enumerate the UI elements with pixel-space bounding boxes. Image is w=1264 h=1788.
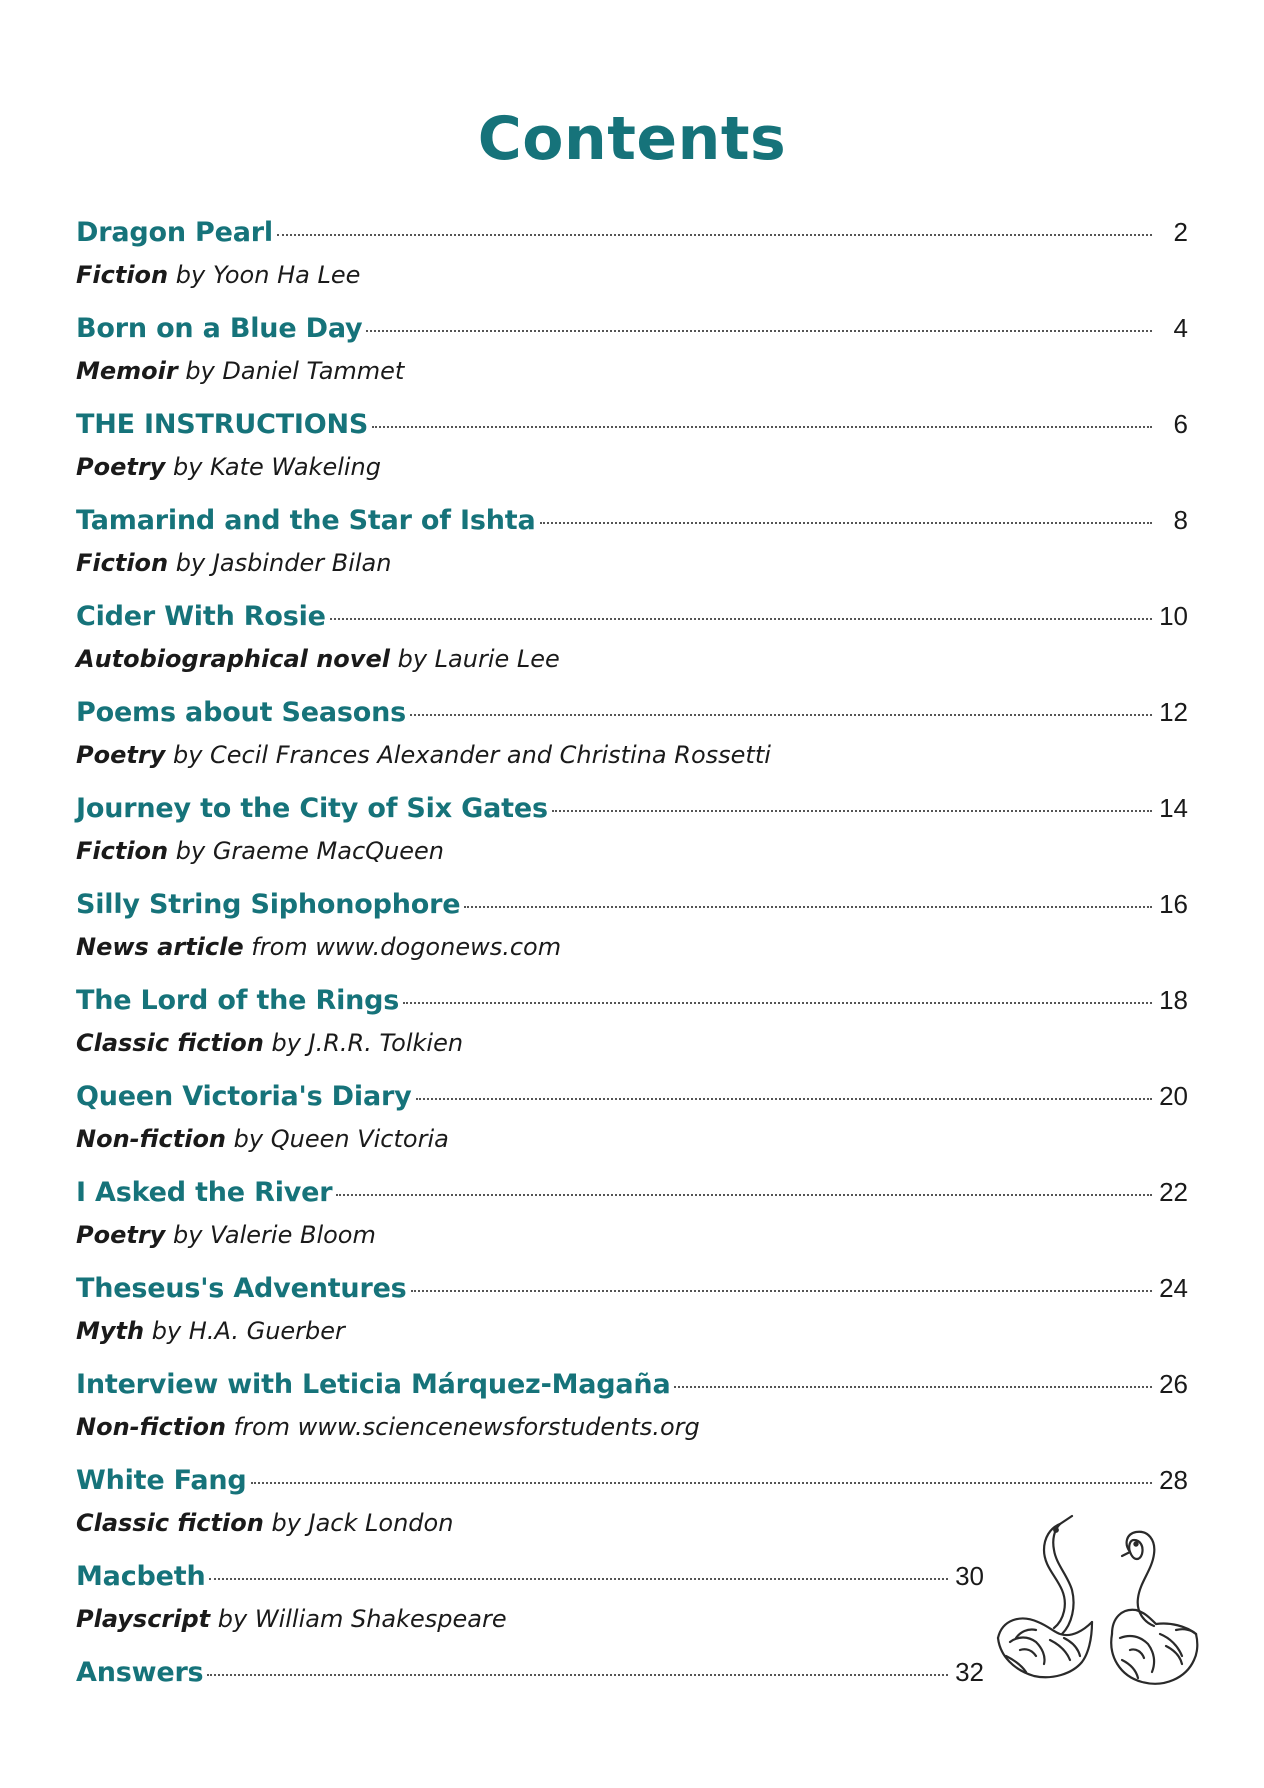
toc-entry[interactable] bbox=[76, 313, 1188, 409]
entry-title-link[interactable]: Cider With Rosie bbox=[76, 601, 326, 632]
dot-leader bbox=[207, 1674, 948, 1676]
dot-leader bbox=[464, 906, 1152, 908]
entry-page-number: 12 bbox=[1159, 697, 1188, 727]
toc-title-line bbox=[76, 793, 1188, 833]
entry-title-link[interactable]: Poems about Seasons bbox=[76, 697, 406, 728]
entry-genre: Myth bbox=[76, 1317, 145, 1345]
entry-byline bbox=[76, 449, 1188, 485]
entry-title-link[interactable]: Interview with Leticia Márquez-Magaña bbox=[76, 1369, 671, 1400]
entry-page-number: 26 bbox=[1159, 1369, 1188, 1399]
entry-title-link[interactable]: Queen Victoria's Diary bbox=[76, 1081, 412, 1112]
toc-title-line bbox=[76, 1465, 1188, 1505]
toc-entry[interactable] bbox=[76, 1081, 1188, 1177]
dot-leader bbox=[209, 1578, 948, 1580]
entry-byline bbox=[76, 1409, 1188, 1445]
toc-entry[interactable] bbox=[76, 1369, 1188, 1465]
toc-title-line bbox=[76, 505, 1188, 545]
entry-title-link[interactable]: Born on a Blue Day bbox=[76, 313, 363, 344]
entry-genre: Classic fiction bbox=[76, 1509, 264, 1537]
entry-author: by Jack London bbox=[271, 1509, 454, 1537]
dot-leader bbox=[552, 810, 1152, 812]
dot-leader bbox=[674, 1386, 1152, 1388]
dot-leader bbox=[336, 1194, 1152, 1196]
entry-author: by J.R.R. Tolkien bbox=[271, 1029, 464, 1057]
entry-page-number: 8 bbox=[1173, 505, 1188, 535]
toc-title-line bbox=[76, 1177, 1188, 1217]
entry-author: by Yoon Ha Lee bbox=[175, 261, 361, 289]
entry-title-link[interactable]: Journey to the City of Six Gates bbox=[76, 793, 548, 824]
entry-author: by Jasbinder Bilan bbox=[175, 549, 392, 577]
entry-author: by Valerie Bloom bbox=[172, 1221, 376, 1249]
entry-byline bbox=[76, 1217, 1188, 1253]
entry-page-number: 16 bbox=[1159, 889, 1188, 919]
entry-genre: News article bbox=[76, 933, 244, 961]
entry-genre: Autobiographical novel bbox=[76, 645, 390, 673]
entry-title-link[interactable]: Silly String Siphonophore bbox=[76, 889, 461, 920]
toc-title-line bbox=[76, 601, 1188, 641]
entry-title-link[interactable]: White Fang bbox=[76, 1465, 247, 1496]
toc-entry[interactable] bbox=[76, 217, 1188, 313]
toc-entry[interactable] bbox=[76, 1177, 1188, 1273]
toc-entry[interactable] bbox=[76, 793, 1188, 889]
dot-leader bbox=[251, 1482, 1152, 1484]
toc-entry[interactable] bbox=[76, 889, 1188, 985]
toc-entry[interactable] bbox=[76, 1273, 1188, 1369]
entry-author: by William Shakespeare bbox=[217, 1605, 507, 1633]
entry-genre: Non-fiction bbox=[76, 1413, 227, 1441]
entry-title-link[interactable]: Macbeth bbox=[76, 1561, 206, 1592]
toc-entry[interactable] bbox=[76, 601, 1188, 697]
toc-title-line bbox=[76, 889, 1188, 929]
toc-entry[interactable] bbox=[76, 505, 1188, 601]
dot-leader bbox=[403, 1002, 1152, 1004]
entry-author: by Graeme MacQueen bbox=[175, 837, 444, 865]
entry-author: from www.sciencenewsforstudents.org bbox=[233, 1413, 700, 1441]
entry-genre: Poetry bbox=[76, 1221, 166, 1249]
entry-genre: Poetry bbox=[76, 453, 166, 481]
entry-author: by Cecil Frances Alexander and Christina Rossetti bbox=[172, 741, 771, 769]
entry-genre: Non-fiction bbox=[76, 1125, 227, 1153]
toc-entry[interactable] bbox=[76, 985, 1188, 1081]
right-swan-icon bbox=[1111, 1532, 1197, 1684]
toc-title-line bbox=[76, 409, 1188, 449]
dot-leader bbox=[540, 522, 1153, 524]
entry-author: by Queen Victoria bbox=[233, 1125, 449, 1153]
entry-genre: Fiction bbox=[76, 261, 169, 289]
dot-leader bbox=[366, 330, 1152, 332]
entry-genre: Memoir bbox=[76, 357, 178, 385]
entry-byline bbox=[76, 641, 1188, 677]
entry-page-number: 20 bbox=[1159, 1081, 1188, 1111]
entry-page-number: 4 bbox=[1173, 313, 1188, 343]
dot-leader bbox=[410, 714, 1152, 716]
entry-byline bbox=[76, 833, 1188, 869]
entry-byline bbox=[76, 353, 1188, 389]
entry-page-number: 22 bbox=[1159, 1177, 1188, 1207]
toc-title-line bbox=[76, 1273, 1188, 1313]
entry-byline bbox=[76, 545, 1188, 581]
entry-genre: Poetry bbox=[76, 741, 166, 769]
entry-author: from www.dogonews.com bbox=[251, 933, 562, 961]
dot-leader bbox=[330, 618, 1152, 620]
toc-title-line bbox=[76, 1561, 984, 1601]
entry-title-link[interactable]: I Asked the River bbox=[76, 1177, 333, 1208]
toc-title-line bbox=[76, 1081, 1188, 1121]
entry-byline bbox=[76, 257, 1188, 293]
entry-title-link[interactable]: Tamarind and the Star of Ishta bbox=[76, 505, 536, 536]
entry-byline bbox=[76, 929, 1188, 965]
entry-author: by Daniel Tammet bbox=[185, 357, 405, 385]
entry-author: by Laurie Lee bbox=[397, 645, 560, 673]
entry-title-link[interactable]: Dragon Pearl bbox=[76, 217, 273, 248]
entry-title-link[interactable]: Theseus's Adventures bbox=[76, 1273, 407, 1304]
toc-title-line bbox=[76, 697, 1188, 737]
entry-page-number: 14 bbox=[1159, 793, 1188, 823]
dot-leader bbox=[372, 426, 1152, 428]
swans-icon bbox=[980, 1510, 1210, 1695]
toc-title-line bbox=[76, 217, 1188, 257]
entry-author: by H.A. Guerber bbox=[151, 1317, 345, 1345]
entry-title-link[interactable]: The Lord of the Rings bbox=[76, 985, 400, 1016]
toc-title-line bbox=[76, 1657, 984, 1697]
entry-byline bbox=[76, 1313, 1188, 1349]
entry-page-number: 28 bbox=[1159, 1465, 1188, 1495]
toc-title-line bbox=[76, 1369, 1188, 1409]
entry-genre: Fiction bbox=[76, 549, 169, 577]
entry-page-number: 18 bbox=[1159, 985, 1188, 1015]
entry-page-number: 24 bbox=[1159, 1273, 1188, 1303]
entry-byline bbox=[76, 737, 1188, 773]
toc-entry[interactable] bbox=[76, 697, 1188, 793]
entry-title-link[interactable]: Answers bbox=[76, 1657, 204, 1688]
dot-leader bbox=[277, 234, 1152, 236]
entry-byline bbox=[76, 1025, 1188, 1061]
entry-page-number: 10 bbox=[1159, 601, 1188, 631]
entry-page-number: 32 bbox=[955, 1657, 984, 1687]
left-swan-icon bbox=[998, 1516, 1092, 1677]
dot-leader bbox=[416, 1098, 1153, 1100]
entry-genre: Fiction bbox=[76, 837, 169, 865]
entry-author: by Kate Wakeling bbox=[172, 453, 381, 481]
entry-genre: Playscript bbox=[76, 1605, 211, 1633]
entry-page-number: 6 bbox=[1173, 409, 1188, 439]
dot-leader bbox=[411, 1290, 1152, 1292]
toc-title-line bbox=[76, 985, 1188, 1025]
entry-page-number: 2 bbox=[1173, 217, 1188, 247]
entry-title-link[interactable]: THE INSTRUCTIONS bbox=[76, 409, 369, 440]
entry-genre: Classic fiction bbox=[76, 1029, 264, 1057]
entry-page-number: 30 bbox=[955, 1561, 984, 1591]
page-title: Contents bbox=[477, 104, 787, 174]
toc-entry[interactable] bbox=[76, 409, 1188, 505]
toc-title-line bbox=[76, 313, 1188, 353]
entry-byline bbox=[76, 1121, 1188, 1157]
